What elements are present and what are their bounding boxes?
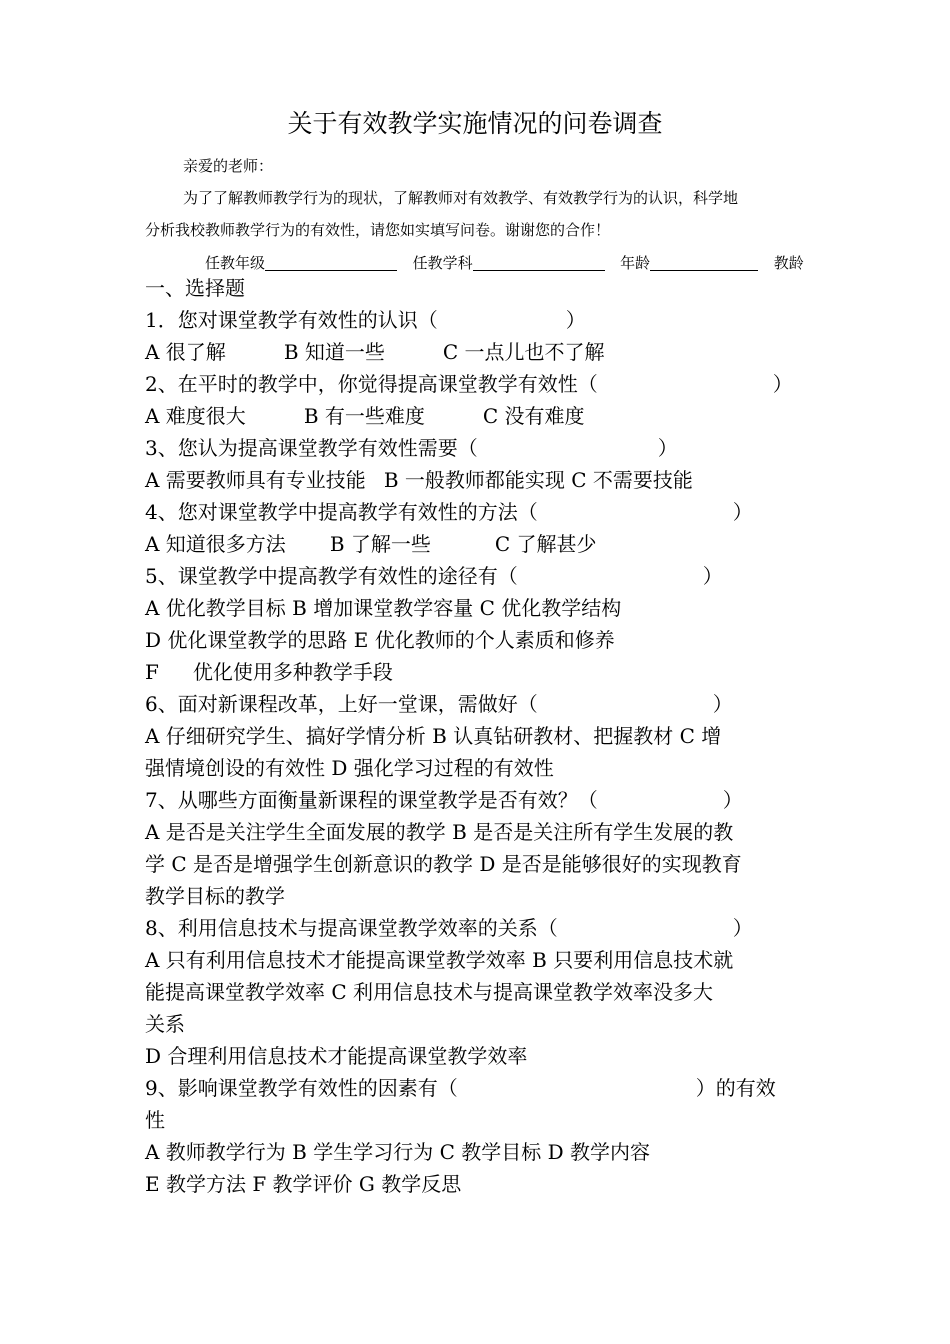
age-label: 年龄	[620, 254, 651, 272]
question-7: 7、从哪些方面衡量新课程的课堂教学是否有效？（ ）	[145, 788, 743, 812]
q5-options-line-2: D 优化课堂教学的思路 E 优化教师的个人素质和修养	[145, 628, 615, 652]
question-7-stem: 7、从哪些方面衡量新课程的课堂教学是否有效？（	[145, 788, 598, 812]
question-4-stem: 4、您对课堂教学中提高教学有效性的方法（	[145, 500, 538, 524]
question-1-options	[145, 336, 605, 368]
q1-option-a: A 很了解	[145, 340, 226, 364]
q8-options-line-3: 关系	[145, 1012, 185, 1036]
question-9: 9、影响课堂教学有效性的因素有（ ）的有效	[145, 1076, 776, 1100]
q8-options-line-4: D 合理利用信息技术才能提高课堂教学效率	[145, 1044, 528, 1068]
grade-label: 任教年级	[205, 254, 266, 272]
question-3-stem: 3、您认为提高课堂教学有效性需要（	[145, 436, 478, 460]
question-8-stem: 8、利用信息技术与提高课堂教学效率的关系（	[145, 916, 558, 940]
q3-option-bc: B 一般教师都能实现 C 不需要技能	[383, 468, 693, 492]
q4-option-a: A 知道很多方法	[145, 532, 286, 556]
question-1-stem: 1．您对课堂教学有效性的认识（	[145, 308, 438, 332]
section-title: 一、选择题	[145, 276, 245, 300]
question-4-options	[145, 528, 597, 560]
q2-option-b: B 有一些难度	[303, 404, 425, 428]
q7-options-line-3: 教学目标的教学	[145, 884, 285, 908]
question-2: 2、在平时的教学中，你觉得提高课堂教学有效性（ ）	[145, 372, 793, 396]
q2-option-a: A 难度很大	[145, 404, 246, 428]
question-6: 6、面对新课程改革，上好一堂课，需做好（ ）	[145, 692, 733, 716]
q9-options-line-1: A 教师教学行为 B 学生学习行为 C 教学目标 D 教学内容	[145, 1140, 650, 1164]
question-1: 1．您对课堂教学有效性的认识（ ）	[145, 308, 586, 332]
q6-options-line-1: A 仔细研究学生、搞好学情分析 B 认真钻研教材、把握教材 C 增	[145, 724, 722, 748]
page-title: 关于有效教学实施情况的问卷调查	[287, 109, 663, 138]
q6-options-line-2: 强情境创设的有效性 D 强化学习过程的有效性	[145, 756, 554, 780]
q5-options-line-1: A 优化教学目标 B 增加课堂教学容量 C 优化教学结构	[145, 596, 622, 620]
subject-label: 任教学科	[412, 254, 473, 272]
q9-options-line-2: E 教学方法 F 教学评价 G 教学反思	[145, 1172, 462, 1196]
intro-line-1: 为了了解教师教学行为的现状，了解教师对有效教学、有效教学行为的认识，科学地	[183, 189, 739, 207]
greeting: 亲爱的老师：	[183, 157, 274, 175]
q4-option-c: C 了解甚少	[494, 532, 597, 556]
question-3: 3、您认为提高课堂教学有效性需要（ ）	[145, 436, 678, 460]
q5-options-line-3	[145, 656, 393, 688]
q1-option-c: C 一点儿也不了解	[442, 340, 605, 364]
question-8: 8、利用信息技术与提高课堂教学效率的关系（ ）	[145, 916, 753, 940]
age-blank[interactable]	[650, 252, 758, 271]
intro-line-2: 分析我校教师教学行为的有效性，请您如实填写问卷。谢谢您的合作！	[145, 221, 611, 239]
q1-option-b: B 知道一些	[283, 340, 385, 364]
q3-option-a: A 需要教师具有专业技能	[145, 468, 366, 492]
q7-options-line-2: 学 C 是否是增强学生创新意识的教学 D 是否是能够很好的实现教育	[145, 852, 742, 876]
q8-options-line-2: 能提高课堂教学效率 C 利用信息技术与提高课堂教学效率没多大	[145, 980, 714, 1004]
q5-option-f: F	[145, 660, 159, 684]
question-5-stem: 5、课堂教学中提高教学有效性的途径有（	[145, 564, 518, 588]
question-4: 4、您对课堂教学中提高教学有效性的方法（ ）	[145, 500, 753, 524]
question-6-stem: 6、面对新课程改革，上好一堂课，需做好（	[145, 692, 538, 716]
question-2-stem: 2、在平时的教学中，你觉得提高课堂教学有效性（	[145, 372, 598, 396]
info-fields-row	[205, 251, 804, 275]
subject-blank[interactable]	[473, 252, 605, 271]
q4-option-b: B 了解一些	[329, 532, 431, 556]
q2-option-c: C 没有难度	[482, 404, 585, 428]
years-label: 教龄	[773, 254, 804, 272]
question-3-options	[145, 464, 693, 496]
question-5: 5、课堂教学中提高教学有效性的途径有（ ）	[145, 564, 723, 588]
grade-blank[interactable]	[265, 252, 397, 271]
q7-options-line-1: A 是否是关注学生全面发展的教学 B 是否是关注所有学生发展的教	[145, 820, 734, 844]
q5-option-f-text: 优化使用多种教学手段	[192, 660, 393, 684]
question-9-stem: 9、影响课堂教学有效性的因素有（	[145, 1076, 458, 1100]
question-9-stem-continued: 性	[145, 1108, 165, 1132]
q8-options-line-1: A 只有利用信息技术才能提高课堂教学效率 B 只要利用信息技术就	[145, 948, 734, 972]
question-2-options	[145, 400, 585, 432]
